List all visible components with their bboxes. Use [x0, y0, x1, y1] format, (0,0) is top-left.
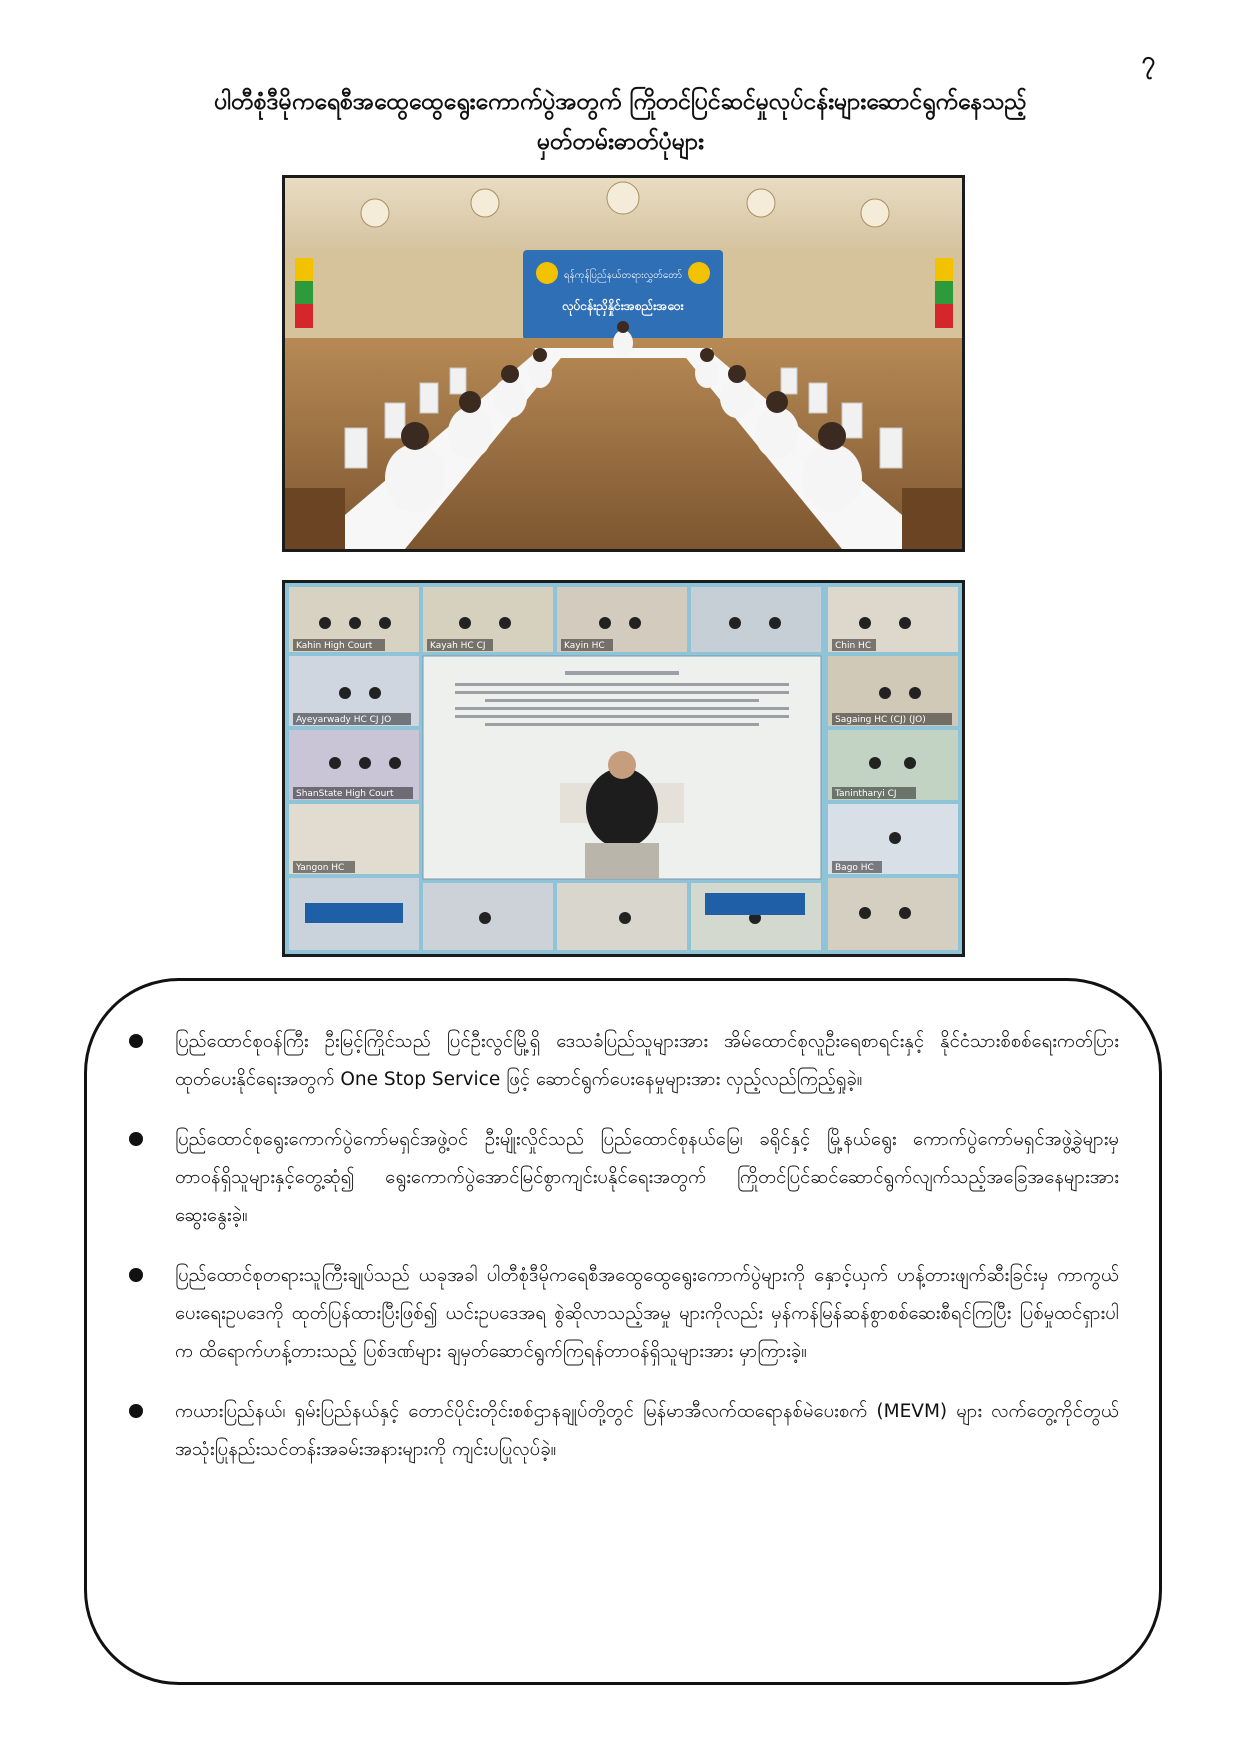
tile-label-shanstate: ShanState High Court — [296, 789, 394, 799]
list-item — [129, 1121, 1119, 1235]
tile-label-sagaing: Sagaing HC (CJ) (JO) — [835, 715, 926, 725]
video-conference-illustration — [285, 583, 962, 954]
tile-label-tanintharyi: Tanintharyi CJ — [835, 789, 897, 799]
summary-box — [84, 978, 1162, 1685]
list-item — [129, 1023, 1119, 1099]
meeting-hall-illustration — [285, 178, 962, 549]
bullet-icon — [129, 1034, 143, 1048]
video-conference-photo — [282, 580, 965, 957]
list-item-text: ပြည်ထောင်စုဝန်ကြီး ဦးမြင့်ကြိုင်သည် ပြင်ဦးလွင်မြို့ရှိ ဒေသခံပြည်သူများအား အိမ်ထောင်စုလူဦးရေစာရင်းနှင့် နိုင်ငံသားစိစစ်ရေးကတ်ပြားထုတ်ပေးနိုင်ရေးအတွက် One Stop Service ဖြင့် ဆောင်ရွက်ပေးနေမှုများအား လှည့်လည်ကြည့်ရှုခဲ့။ — [175, 1031, 1119, 1090]
tile-label-ayeyarwady: Ayeyarwady HC CJ JO — [296, 715, 392, 725]
bullet-icon — [129, 1268, 143, 1282]
tile-label-chin: Chin HC — [835, 641, 872, 651]
bullet-icon — [129, 1404, 143, 1418]
tile-label-kayin: Kayin HC — [564, 641, 605, 651]
page-title — [90, 82, 1151, 162]
bullet-icon — [129, 1132, 143, 1146]
list-item-text: ပြည်ထောင်စုတရားသူကြီးချုပ်သည် ယခုအခါ ပါတီစုံဒီမိုကရေစီအထွေထွေရွေးကောက်ပွဲများကို နှောင့်ယှက် ဟန့်တားဖျက်ဆီးခြင်းမှ ကာကွယ်ပေးရေးဥပဒေကို ထုတ်ပြန်ထားပြီးဖြစ်၍ ယင်းဥပဒေအရ စွဲဆိုလာသည့်အမှု များကိုလည်း မှန်ကန်မြန်ဆန်စွာစစ်ဆေးစီရင်ကြပြီး ပြစ်မှုထင်ရှားပါက ထိရောက်ဟန့်တားသည့် ပြစ်ဒဏ်များ ချမှတ်ဆောင်ရွက်ကြရန်တာဝန်ရှိသူများအား မှာကြားခဲ့။ — [175, 1265, 1119, 1362]
meeting-hall-photo — [282, 175, 965, 552]
tile-label-kayah: Kayah HC CJ — [430, 641, 486, 651]
tile-label-kahin: Kahin High Court — [296, 641, 373, 651]
title-line-1: ပါတီစုံဒီမိုကရေစီအထွေထွေရွေးကောက်ပွဲအတွက် ကြိုတင်ပြင်ဆင်မှုလုပ်ငန်းများဆောင်ရွက်နေသည့် — [214, 89, 1027, 115]
summary-list — [129, 1023, 1119, 1469]
page-number: ၇ — [1141, 46, 1155, 74]
tile-label-bago: Bago HC — [835, 863, 874, 873]
list-item — [129, 1393, 1119, 1469]
banner-line-2: လုပ်ငန်းညှိနှိုင်းအစည်းအဝေး — [562, 299, 684, 313]
list-item-text: ပြည်ထောင်စုရွေးကောက်ပွဲကော်မရှင်အဖွဲ့ဝင် ဦးမျိုးလှိုင်သည် ပြည်ထောင်စုနယ်မြေ၊ ခရိုင်နှင့် မြို့နယ်ရွေး ကောက်ပွဲကော်မရှင်အဖွဲ့ခွဲများမှ တာဝန်ရှိသူများနှင့်တွေ့ဆုံ၍ ရွေးကောက်ပွဲအောင်မြင်စွာကျင်းပနိုင်ရေးအတွက် ကြိုတင်ပြင်ဆင်ဆောင်ရွက်လျက်သည့်အခြေအနေများအား ဆွေးနွေးခဲ့။ — [175, 1129, 1119, 1226]
banner-line-1: ရန်ကုန်ပြည်နယ်တရားလွှတ်တော် — [563, 270, 683, 281]
tile-label-yangon: Yangon HC — [296, 863, 345, 873]
list-item — [129, 1257, 1119, 1371]
list-item-text: ကယားပြည်နယ်၊ ရှမ်းပြည်နယ်နှင့် တောင်ပိုင်းတိုင်းစစ်ဌာနချုပ်တို့တွင် မြန်မာအီလက်ထရောနစ်မဲပေးစက် (MEVM) များ လက်တွေ့ကိုင်တွယ်အသုံးပြုနည်းသင်တန်းအခမ်းအနားများကို ကျင်းပပြုလုပ်ခဲ့။ — [175, 1401, 1119, 1460]
title-line-2: မှတ်တမ်းဓာတ်ပုံများ — [537, 129, 704, 155]
